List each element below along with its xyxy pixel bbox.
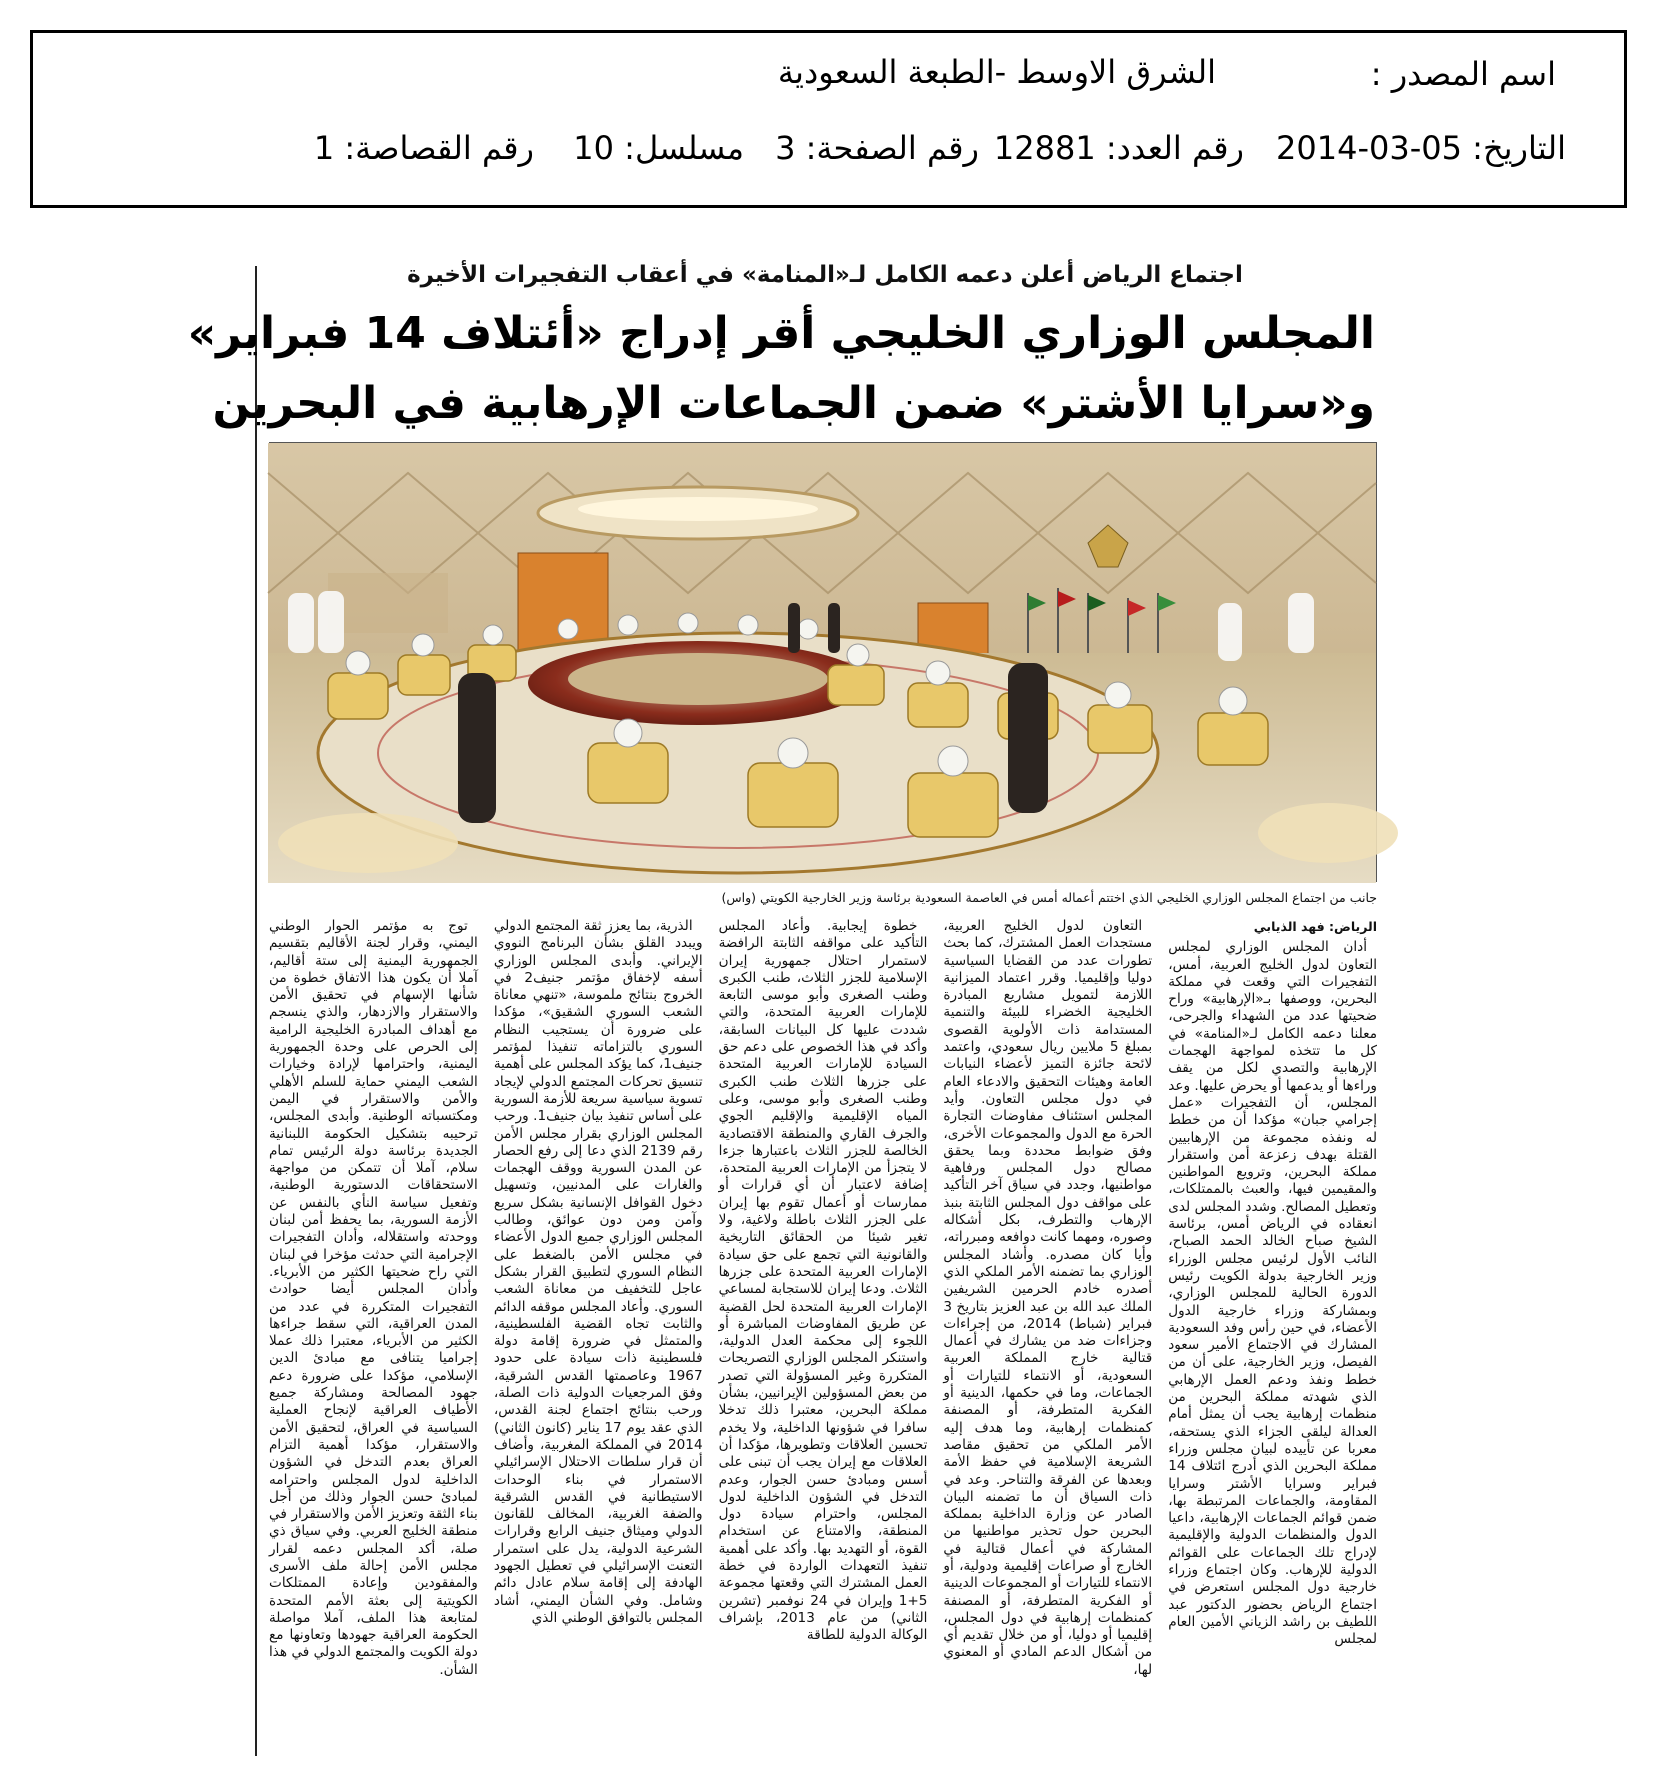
- article-body: [269, 918, 1377, 1748]
- source-header-box: [30, 30, 1627, 208]
- column-rule: [255, 266, 257, 1756]
- newspaper-clipping: [187, 238, 1395, 1756]
- clip-number: رقم القصاصة: 1: [313, 129, 534, 167]
- headline-line-2: و«سرايا الأشتر» ضمن الجماعات الإرهابية في البحرين: [212, 378, 1375, 429]
- source-label: اسم المصدر :: [1370, 55, 1556, 93]
- column-2-text: التعاون لدول الخليج العربية، مستجدات العمل المشترك، كما بحث تطورات عدد من القضايا السياسية دوليا وإقليميا. وقرر اعتماد الميزانية اللازمة لتمويل مشاريع المبادرة الخليجية الخضراء للبيئة والتنمية المستدامة ذات الأولوية القصوى بمبلغ 5 ملايين ريال سعودي، واعتمد لائحة جائزة التميز لأعضاء النيابات العامة وهيئات التحقيق والادعاء العام في دول مجلس التعاون. وأيد المجلس استئناف مفاوضات التجارة الحرة مع الدول والمجموعات الأخرى، وفق ضوابط محددة وبما يحقق مصالح دول المجلس ورفاهية مواطنيها، وجدد في سياق آخر التأكيد على مواقف دول المجلس الثابتة بنبذ الإرهاب والتطرف، بكل أشكاله وصوره، ومهما كانت دوافعه ومبرراته، وأيا كان مصدره. وأشاد المجلس الوزاري بما تضمنه الأمر الملكي الذي أصدره خادم الحرمين الشريفين الملك عبد الله بن عبد العزيز بتاريخ 3 فبراير (شباط) 2014، من إجراءات وجزاءات ضد من يشارك في أعمال قتالية خارج المملكة العربية السعودية، أو الانتماء للتيارات أو الجماعات، وما في حكمها، الدينية أو الفكرية المتطرفة، أو المصنفة كمنظمات إرهابية، وما هدف إليه الأمر الملكي من تحقيق مقاصد الشريعة الإسلامية في حفظ الأمة وبعدها عن الفرقة والتناحر. وعد في ذات السياق أن ما تضمنه البيان الصادر عن وزارة الداخلية بمملكة البحرين حول تحذير مواطنيها من المشاركة في أعمال قتالية في الخارج أو صراعات إقليمية ودولية، أو الانتماء للتيارات أو المجموعات الدينية أو الفكرية المتطرفة، أو المصنفة كمنظمات إرهابية في دول المجلس، إقليميا أو دوليا، أو من خلال تقديم أي من أشكال الدعم المادي أو المعنوي لها،: [943, 918, 1153, 1678]
- column-1-text: أدان المجلس الوزاري لمجلس التعاون لدول الخليج العربية، أمس، التفجيرات التي وقعت في مملكة البحرين، ووصفها بـ«الإرهابية» وراح ضحيتها عدد من الشهداء والجرحى، معلنا دعمه الكامل لـ«المنامة» في كل ما تتخذه لمواجهة الهجمات الإرهابية والتصدي لكل من يقف وراءها أو يدعمها أو يحرض عليها. وعد المجلس، أن التفجيرات «عمل إجرامي جبان» مؤكدا أن من خطط له ونفذه مجموعة من الإرهابيين القتلة بهدف زعزعة أمن واستقرار مملكة البحرين، وترويع المواطنين والمقيمين فيها، والعبث بالممتلكات، وتعطيل المصالح. وشدد المجلس لدى انعقاده في الرياض أمس، برئاسة الشيخ صباح الخالد الحمد الصباح، النائب الأول لرئيس مجلس الوزراء وزير الخارجية بدولة الكويت رئيس الدورة الحالية للمجلس الوزاري، وبمشاركة وزراء خارجية الدول الأعضاء، في حين رأس وفد السعودية المشارك في الاجتماع الأمير سعود الفيصل، وزير الخارجية، على أن من خطط ونفذ ودعم العمل الإرهابي الذي شهدته مملكة البحرين من منظمات إرهابية يجب أن يمثل أمام العدالة ليلقى الجزاء الذي يستحقه، معربا عن تأييده لبيان مجلس وزراء مملكة البحرين الذي أدرج ائتلاف 14 فبراير وسرايا الأشتر وسرايا المقاومة، والجماعات المرتبطة بها، ضمن قوائم الجماعات الإرهابية، داعيا الدول والمنظمات الدولية والإقليمية لإدراج تلك الجماعات على القوائم الدولية للإرهاب. وكان اجتماع وزراء خارجية دول المجلس استعرض في اجتماع الرياض بحضور الدكتور عبد اللطيف بن راشد الزياني الأمين العام لمجلس: [1168, 939, 1377, 1648]
- article-column-2: [943, 918, 1152, 1748]
- article-column-3: [719, 918, 928, 1748]
- column-5-text: توج به مؤتمر الحوار الوطني اليمني، وقرار لجنة الأقاليم بتقسيم الجمهورية اليمنية إلى ستة أقاليم، آملا أن يكون هذا الاتفاق خطوة من شأنها الإسهام في تحقيق الأمن والاستقرار والازدهار، والذي ينسجم مع أهداف المبادرة الخليجية الرامية إلى الحرص على وحدة الجمهورية اليمنية، واحترامها لإرادة وخيارات الشعب اليمني حماية للسلم الأهلي والأمن والاستقرار في اليمن ومكتسباته الوطنية. وأبدى المجلس، ترحيبه بتشكيل الحكومة اللبنانية الجديدة برئاسة دولة الرئيس تمام سلام، آملا أن تتمكن من مواجهة الاستحقاقات الدستورية الوطنية، وتفعيل سياسة النأي بالنفس عن الأزمة السورية، بما يحفظ أمن لبنان ووحدته واستقلاله، وأدان التفجيرات الإجرامية التي حدثت مؤخرا في لبنان التي راح ضحيتها الكثير من الأبرياء. وأدان المجلس أيضا حوادث التفجيرات المتكررة في عدد من المدن العراقية، التي سقط جراءها الكثير من الأبرياء، معتبرا ذلك عملا إجراميا يتنافى مع مبادئ الدين الإسلامي، مؤكدا على ضرورة دعم جهود المصالحة ومشاركة جميع الأطياف العراقية لإنجاح العملية السياسية في العراق، لتحقيق الأمن والاستقرار، مؤكدا أهمية التزام العراق بعدم التدخل في الشؤون الداخلية لدول المجلس واحترامه لمبادئ حسن الجوار وذلك من أجل بناء الثقة وتعزيز الأمن والاستقرار في منطقة الخليج العربي. وفي سياق ذي صلة، أكد المجلس دعمه لقرار مجلس الأمن إحالة ملف الأسرى والمفقودين وإعادة الممتلكات الكويتية إلى بعثة الأمم المتحدة لمتابعة هذا الملف، آملا مواصلة الحكومة العراقية جهودها وتعاونها مع دولة الكويت والمجتمع الدولي في هذا الشأن.: [269, 918, 478, 1678]
- serial-number: مسلسل: 10: [573, 129, 744, 167]
- column-3-text: خطوة إيجابية. وأعاد المجلس التأكيد على مواقفه الثابتة الرافضة لاستمرار احتلال جمهورية إيران الإسلامية للجزر الثلاث، طنب الكبرى وطنب الصغرى وأبو موسى التابعة للإمارات العربية المتحدة، والتي شددت عليها كل البيانات السابقة، وأكد في هذا الخصوص على دعم حق السيادة للإمارات العربية المتحدة على جزرها الثلاث طنب الكبرى وطنب الصغرى وأبو موسى، وعلى المياه الإقليمية والإقليم الجوي والجرف القاري والمنطقة الاقتصادية الخالصة للجزر الثلاث باعتبارها جزءا لا يتجزأ من الإمارات العربية المتحدة، إضافة لاعتبار أن أي قرارات أو ممارسات أو أعمال تقوم بها إيران على الجزر الثلاث باطلة ولاغية، ولا تغير شيئا من الحقائق التاريخية والقانونية التي تجمع على حق سيادة الإمارات العربية المتحدة على جزرها الثلاث. ودعا إيران للاستجابة لمساعي الإمارات العربية المتحدة لحل القضية عن طريق المفاوضات المباشرة أو اللجوء إلى محكمة العدل الدولية، واستنكر المجلس الوزاري التصريحات المتكررة وغير المسؤولة التي تصدر من بعض المسؤولين الإيرانيين، بشأن مملكة البحرين، معتبرا ذلك تدخلا سافرا في شؤونها الداخلية، ولا يخدم تحسين العلاقات وتطويرها، مؤكدا أن العلاقات مع إيران يجب أن تبنى على أسس ومبادئ حسن الجوار، وعدم التدخل في الشؤون الداخلية لدول المجلس، واحترام سيادة دول المنطقة، والامتناع عن استخدام القوة، أو التهديد بها. وأكد على أهمية تنفيذ التعهدات الواردة في خطة العمل المشترك التي وقعتها مجموعة 5+1 وإيران في 24 نوفمبر (تشرين الثاني) من عام 2013، بإشراف الوكالة الدولية للطاقة: [718, 918, 928, 1644]
- article-kicker: اجتماع الرياض أعلن دعمه الكامل لـ«المنامة» في أعقاب التفجيرات الأخيرة: [407, 262, 1243, 288]
- article-column-4: [494, 918, 703, 1748]
- issue-number: رقم العدد: 12881: [993, 129, 1244, 167]
- photo-caption: جانب من اجتماع المجلس الوزاري الخليجي الذي اختتم أعماله أمس في العاصمة السعودية برئاسة وزير الخارجية الكويتي (واس): [721, 890, 1377, 905]
- column-4-text: الذرية، بما يعزز ثقة المجتمع الدولي ويبدد القلق بشأن البرنامج النووي الإيراني. وأبدى المجلس الوزاري أسفه لإخفاق مؤتمر جنيف2 في الخروج بنتائج ملموسة، «تنهي معاناة الشعب السوري الشقيق»، مؤكدا على ضرورة أن يستجيب النظام السوري بالتزاماته تنفيذا لمؤتمر جنيف1، كما يؤكد المجلس على أهمية تنسيق تحركات المجتمع الدولي لإيجاد تسوية سياسية سريعة للأزمة السورية على أساس تنفيذ بيان جنيف1. ورحب المجلس الوزاري بقرار مجلس الأمن رقم 2139 الذي دعا إلى رفع الحصار عن المدن السورية ووقف الهجمات والغارات على المدنيين، وتسهيل دخول القوافل الإنسانية بشكل سريع وآمن ومن دون عوائق، وطالب المجلس الوزاري جميع الدول الأعضاء في مجلس الأمن بالضغط على النظام السوري لتطبيق القرار بشكل عاجل للتخفيف من معاناة الشعب السوري. وأعاد المجلس موقفه الدائم والثابت تجاه القضية الفلسطينية، والمتمثل في ضرورة إقامة دولة فلسطينية ذات سيادة على حدود 1967 وعاصمتها القدس الشرقية، وفق المرجعيات الدولية ذات الصلة، ورحب بنتائج اجتماع لجنة القدس، الذي عقد يوم 17 يناير (كانون الثاني) 2014 في المملكة المغربية، وأضاف أن قرار سلطات الاحتلال الإسرائيلي الاستمرار في بناء الوحدات الاستيطانية في القدس الشرقية والضفة الغربية، المخالف للقانون الدولي وميثاق جنيف الرابع وقرارات الشرعية الدولية، يدل على استمرار التعنت الإسرائيلي في تعطيل الجهود الهادفة إلى إقامة سلام عادل دائم وشامل. وفي الشأن اليمني، أشاد المجلس بالتوافق الوطني الذي: [493, 918, 703, 1626]
- meeting-photo: [269, 442, 1377, 882]
- page-number: رقم الصفحة: 3: [775, 129, 979, 167]
- article-column-1: [1168, 918, 1377, 1748]
- article-column-5: [269, 918, 478, 1748]
- date-field: التاريخ: 05-03-2014: [1276, 129, 1566, 167]
- headline-line-1: المجلس الوزاري الخليجي أقر إدراج «أئتلاف 14 فبراير»: [187, 308, 1375, 359]
- byline: الرياض: فهد الذيابي: [1253, 919, 1377, 934]
- source-name: الشرق الاوسط -الطبعة السعودية: [777, 53, 1216, 91]
